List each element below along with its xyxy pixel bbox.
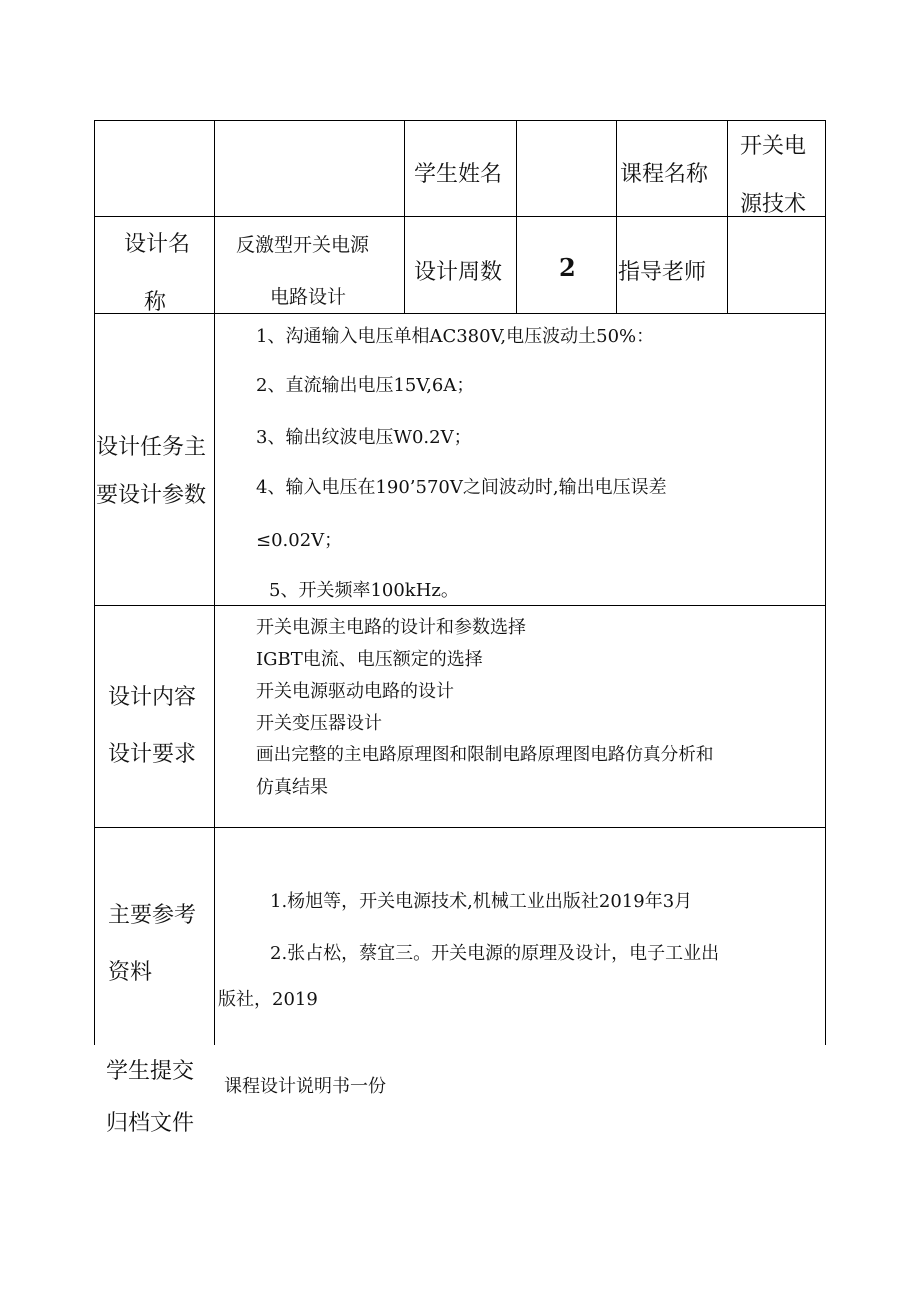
task-item: 1、沟通输入电压单相AC380V,电压波动土50%： xyxy=(256,326,655,347)
submit-value: 课程设计说明书一份 xyxy=(224,1076,386,1097)
design-name-label-line2: 称 xyxy=(144,290,167,315)
reference-label-line2: 资料 xyxy=(108,960,153,985)
student-name-label: 学生姓名 xyxy=(414,162,503,187)
course-name-value-line2: 源技术 xyxy=(740,192,807,217)
reference-item: 1.杨旭等，开关电源技术,机械工业出版社2019年3月 xyxy=(270,891,693,912)
submit-label-line2: 归档文件 xyxy=(106,1111,195,1136)
content-item: 仿真结果 xyxy=(256,777,328,798)
design-name-label-line1: 设计名 xyxy=(124,232,191,257)
content-item: 开关电源主电路的设计和参数选择 xyxy=(256,617,526,638)
content-item: 画出完整的主电路原理图和限制电路原理图电路仿真分析和 xyxy=(256,745,714,765)
content-item: 开关电源驱动电路的设计 xyxy=(256,681,454,702)
reference-item: 2.张占松，蔡宜三。开关电源的原理及设计，电子工业出 xyxy=(270,943,720,964)
design-name-value-line1: 反激型开关电源 xyxy=(236,234,370,256)
content-label-line2: 设计要求 xyxy=(108,742,197,767)
task-item: 4、输入电压在190’570V之间波动时,输出电压误差 xyxy=(256,477,667,498)
design-name-value-line2: 电路设计 xyxy=(270,286,347,308)
content-item: 开关变压器设计 xyxy=(256,713,382,734)
reference-item: 版社，2019 xyxy=(218,989,318,1010)
task-label-line1: 设计任务主 xyxy=(96,435,207,460)
reference-label-line1: 主要参考 xyxy=(108,903,197,928)
content-label-line1: 设计内容 xyxy=(108,685,197,710)
task-item: 2、直流输出电压15V,6A； xyxy=(256,375,475,396)
design-weeks-value: 2 xyxy=(559,253,576,282)
design-weeks-label: 设计周数 xyxy=(414,260,503,285)
task-item: ≤0.02V； xyxy=(256,530,343,551)
submit-label-line1: 学生提交 xyxy=(106,1059,195,1084)
task-item: 5、开关频率100kHz。 xyxy=(269,580,459,601)
task-item: 3、输出纹波电压W0.2V； xyxy=(256,427,472,448)
task-label-line2: 要设计参数 xyxy=(96,483,207,508)
advisor-label: 指导老师 xyxy=(618,260,707,285)
course-name-value-line1: 开关电 xyxy=(740,134,807,159)
course-name-label: 课程名称 xyxy=(620,162,709,187)
content-item: IGBT电流、电压额定的选择 xyxy=(256,649,483,670)
